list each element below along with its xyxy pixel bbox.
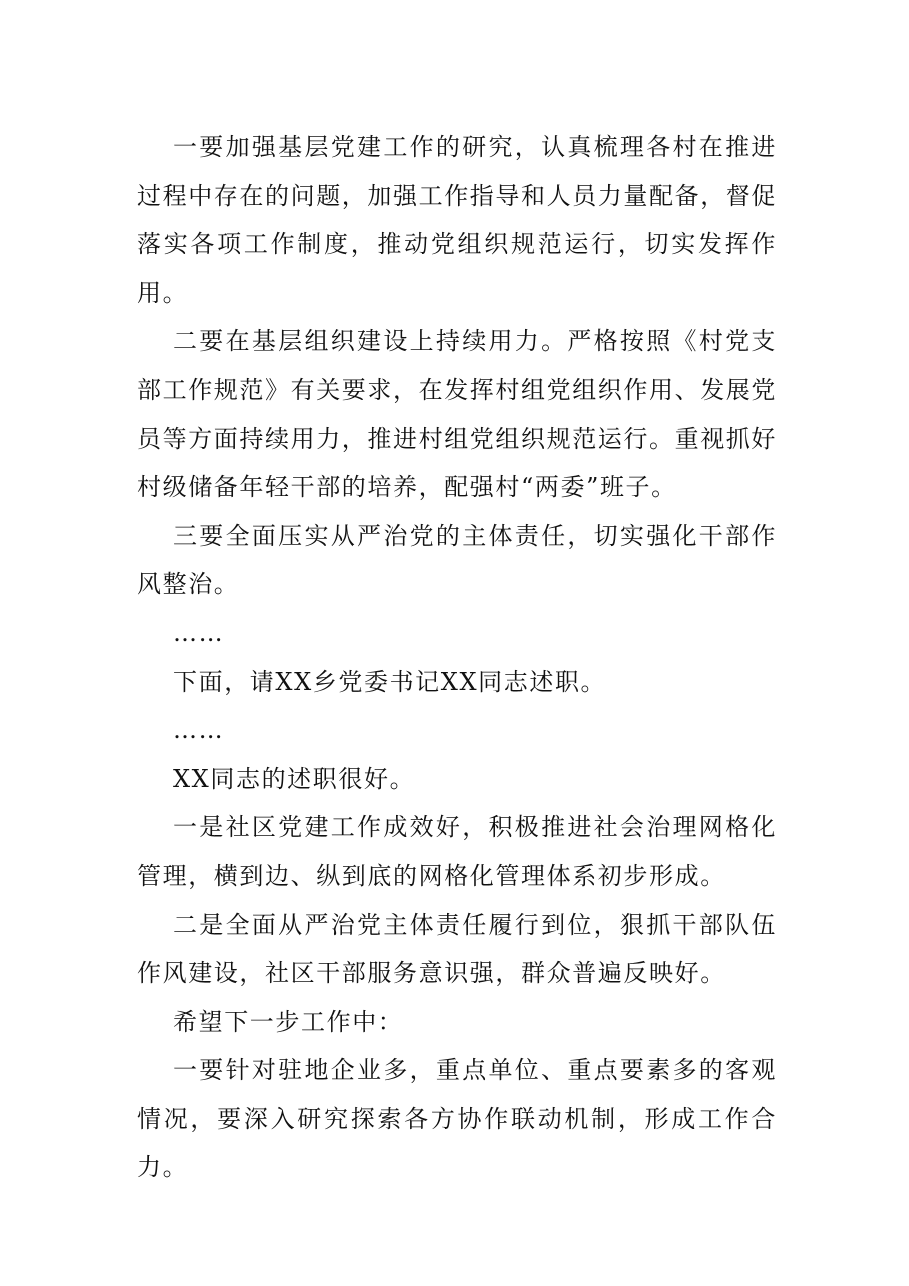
paragraph-10: 希望下一步工作中： (173, 1007, 404, 1036)
paragraph-1: 一要加强基层党建工作的研究，认真梳理各村在推进过程中存在的问题，加强工作指导和人员力量配备，督促落实各项工作制度，推动党组织规范运行，切实发挥作用。 (137, 133, 777, 307)
paragraph-8: 一是社区党建工作成效好，积极推进社会治理网格化管理，横到边、纵到底的网格化管理体系初步形成。 (137, 813, 777, 890)
paragraph-5: 下面，请XX乡党委书记XX同志述职。 (173, 667, 607, 696)
paragraph-3: 三要全面压实从严治党的主体责任，切实强化干部作风整治。 (137, 521, 777, 599)
paragraph-7: XX同志的述职很好。 (173, 764, 416, 793)
paragraph-9: 二是全面从严治党主体责任履行到位，狠抓干部队伍作风建设，社区干部服务意识强，群众普遍反映好。 (137, 910, 777, 988)
paragraph-ellipsis-2: …… (173, 716, 225, 745)
document-body (137, 123, 777, 1192)
paragraph-ellipsis-1: …… (173, 618, 225, 647)
paragraph-11: 一要针对驻地企业多，重点单位、重点要素多的客观情况，要深入研究探索各方协作联动机制，形成工作合力。 (137, 1056, 777, 1182)
paragraph-2: 二要在基层组织建设上持续用力。严格按照《村党支部工作规范》有关要求，在发挥村组党组织作用、发展党员等方面持续用力，推进村组党组织规范运行。重视抓好村级储备年轻干部的培养，配强村“两委”班子。 (137, 327, 777, 502)
